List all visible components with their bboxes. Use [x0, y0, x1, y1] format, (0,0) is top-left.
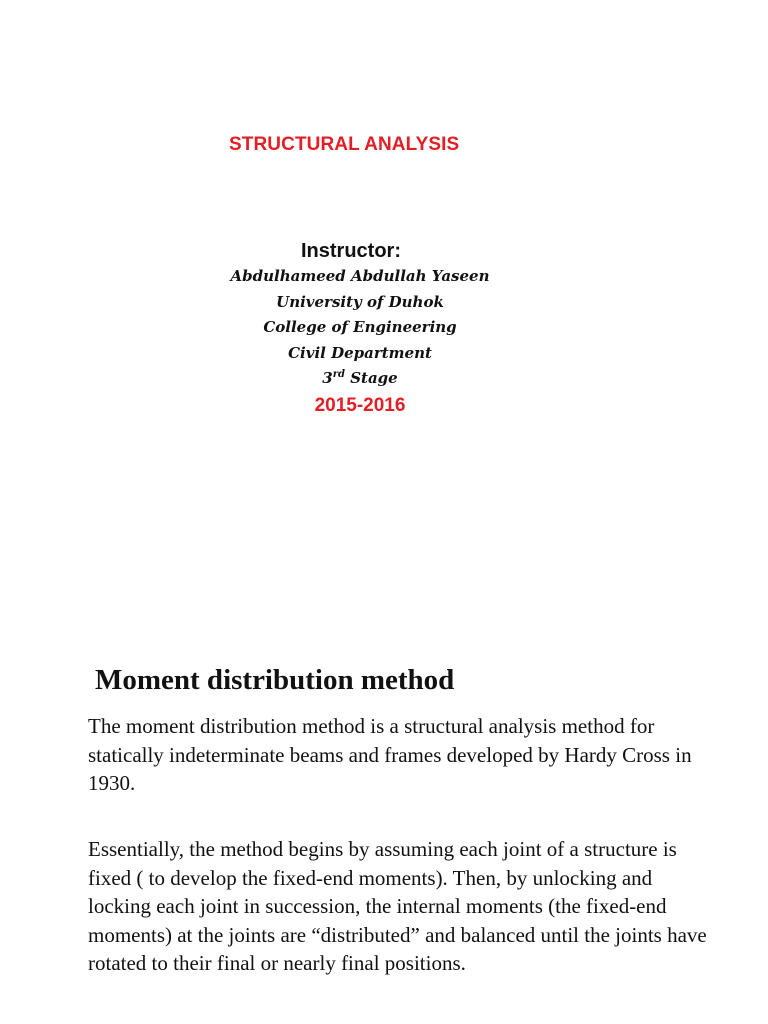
instructor-block	[210, 238, 510, 419]
stage-ordinal-suffix: rd	[332, 369, 345, 380]
university-name: University of Duhok	[276, 292, 444, 311]
academic-year: 2015-2016	[314, 394, 406, 416]
stage-number: 3	[322, 369, 333, 387]
course-title: STRUCTURAL ANALYSIS	[229, 134, 460, 155]
section-heading: Moment distribution method	[95, 664, 455, 696]
stage-line	[210, 366, 510, 392]
instructor-name: Abdulhameed Abdullah Yaseen	[230, 267, 490, 285]
instructor-heading: Instructor:	[301, 240, 401, 262]
department-name: Civil Department	[288, 343, 432, 362]
stage-word: Stage	[350, 369, 398, 387]
college-name: College of Engineering	[263, 318, 457, 336]
method-paragraph: Essentially, the method begins by assuming each joint of a structure is fixed ( to develop the fixed-end moments). Then, by unlocking and locking each joint in succession, the internal moments (the fixed-end moments) at the joints are “distributed” and balanced until the joints have rotated to their final or nearly final positions.	[88, 837, 707, 975]
intro-paragraph: The moment distribution method is a structural analysis method for statically indeterminate beams and frames developed by Hardy Cross in 1930.	[88, 714, 692, 795]
